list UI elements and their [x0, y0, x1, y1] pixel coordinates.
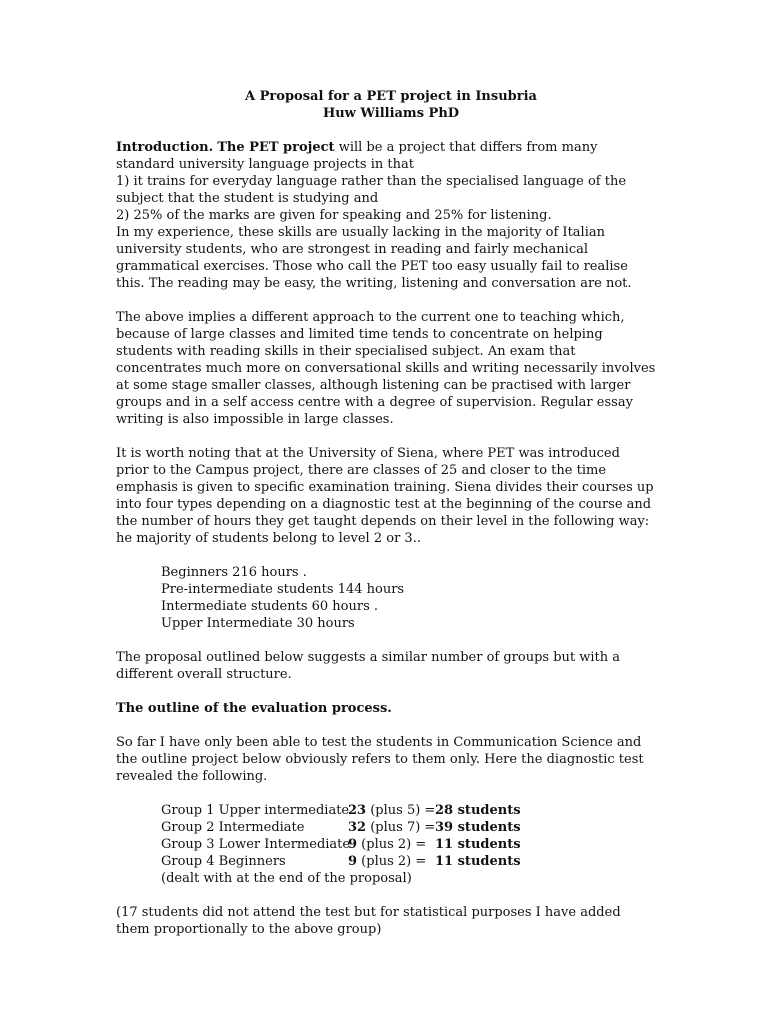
hours-item: Pre-intermediate students 144 hours [161, 582, 405, 597]
document-page [116, 88, 656, 938]
intro-label: Introduction. [116, 140, 214, 155]
group-total: 11 students [435, 837, 521, 852]
groups-note: (dealt with at the end of the proposal) [161, 871, 412, 886]
group-count-cell [348, 819, 435, 836]
hours-list [116, 564, 656, 632]
groups-table [116, 802, 656, 887]
group-name: Group 2 Intermediate [161, 820, 305, 835]
hours-item: Intermediate students 60 hours . [161, 599, 379, 614]
sofar-paragraph: So far I have only been able to test the students in Communication Science and the outline project below obviously refers to them only. Here the diagnostic test revealed the following. [116, 735, 644, 784]
document-title: A Proposal for a PET project in Insubria [245, 89, 537, 104]
proposal-paragraph: The proposal outlined below suggests a similar number of groups but with a different overall structure. [116, 650, 621, 682]
group-count: 32 [348, 820, 367, 835]
document-author: Huw Williams PhD [322, 106, 460, 121]
group-plus: (plus 2) = [357, 837, 427, 852]
siena-paragraph: It is worth noting that at the University of Siena, where PET was introduced prior to the Campus project, there are classes of 25 and closer to the time emphasis is given to specific examination training. Siena divides their courses up into four types depending on a diagnostic test at the beginning of the course and the number of hours they get taught depends on their level in the following way: he majority of students belong to level 2 or 3.. [116, 446, 654, 546]
group-row [161, 802, 656, 819]
group-total: 11 students [435, 854, 521, 869]
group-count-cell [348, 836, 435, 853]
group-name: Group 3 Lower Intermediate [161, 837, 351, 852]
approach-paragraph: The above implies a different approach to the current one to teaching which, because of large classes and limited time tends to concentrate on helping students with reading skills in their specialised subject. An exam that concentrates much more on conversational skills and writing necessarily involves at some stage smaller classes, although listening can be practised with larger groups and in a self access centre with a degree of supervision. Regular essay writing is also impossible in large classes. [116, 310, 656, 427]
hours-item: Upper Intermediate 30 hours [161, 616, 355, 631]
point-2: 2) 25% of the marks are given for speaking and 25% for listening. [116, 208, 552, 223]
group-plus: (plus 2) = [357, 854, 427, 869]
group-row [161, 853, 656, 870]
experience-paragraph: In my experience, these skills are usually lacking in the majority of Italian university students, who are strongest in reading and fairly mechanical grammatical exercises. Those who call the PET too easy usually fail to realise this. The reading may be easy, the writing, listening and conversation are not. [116, 225, 632, 291]
group-plus: (plus 5) = [366, 803, 436, 818]
point-1: 1) it trains for everyday language rather than the specialised language of the subject that the student is studying and [116, 174, 627, 206]
footnote-paragraph: (17 students did not attend the test but for statistical purposes I have added them proportionally to the above group) [116, 905, 621, 937]
group-plus: (plus 7) = [366, 820, 436, 835]
group-count: 23 [348, 803, 367, 818]
group-name: Group 1 Upper intermediate [161, 803, 350, 818]
group-row [161, 836, 656, 853]
intro-rest: will be a project that differs from many standard university language projects in that [116, 140, 598, 172]
group-name: Group 4 Beginners [161, 854, 286, 869]
hours-item: Beginners 216 hours . [161, 565, 307, 580]
group-row [161, 819, 656, 836]
group-count-cell [348, 853, 435, 870]
group-total: 39 students [435, 820, 521, 835]
group-count: 9 [348, 854, 358, 869]
outline-heading: The outline of the evaluation process. [116, 701, 392, 716]
intro-paragraph [116, 139, 656, 173]
intro-project: The PET project [217, 140, 335, 155]
group-count: 9 [348, 837, 358, 852]
group-total: 28 students [435, 803, 521, 818]
group-count-cell [348, 802, 435, 819]
